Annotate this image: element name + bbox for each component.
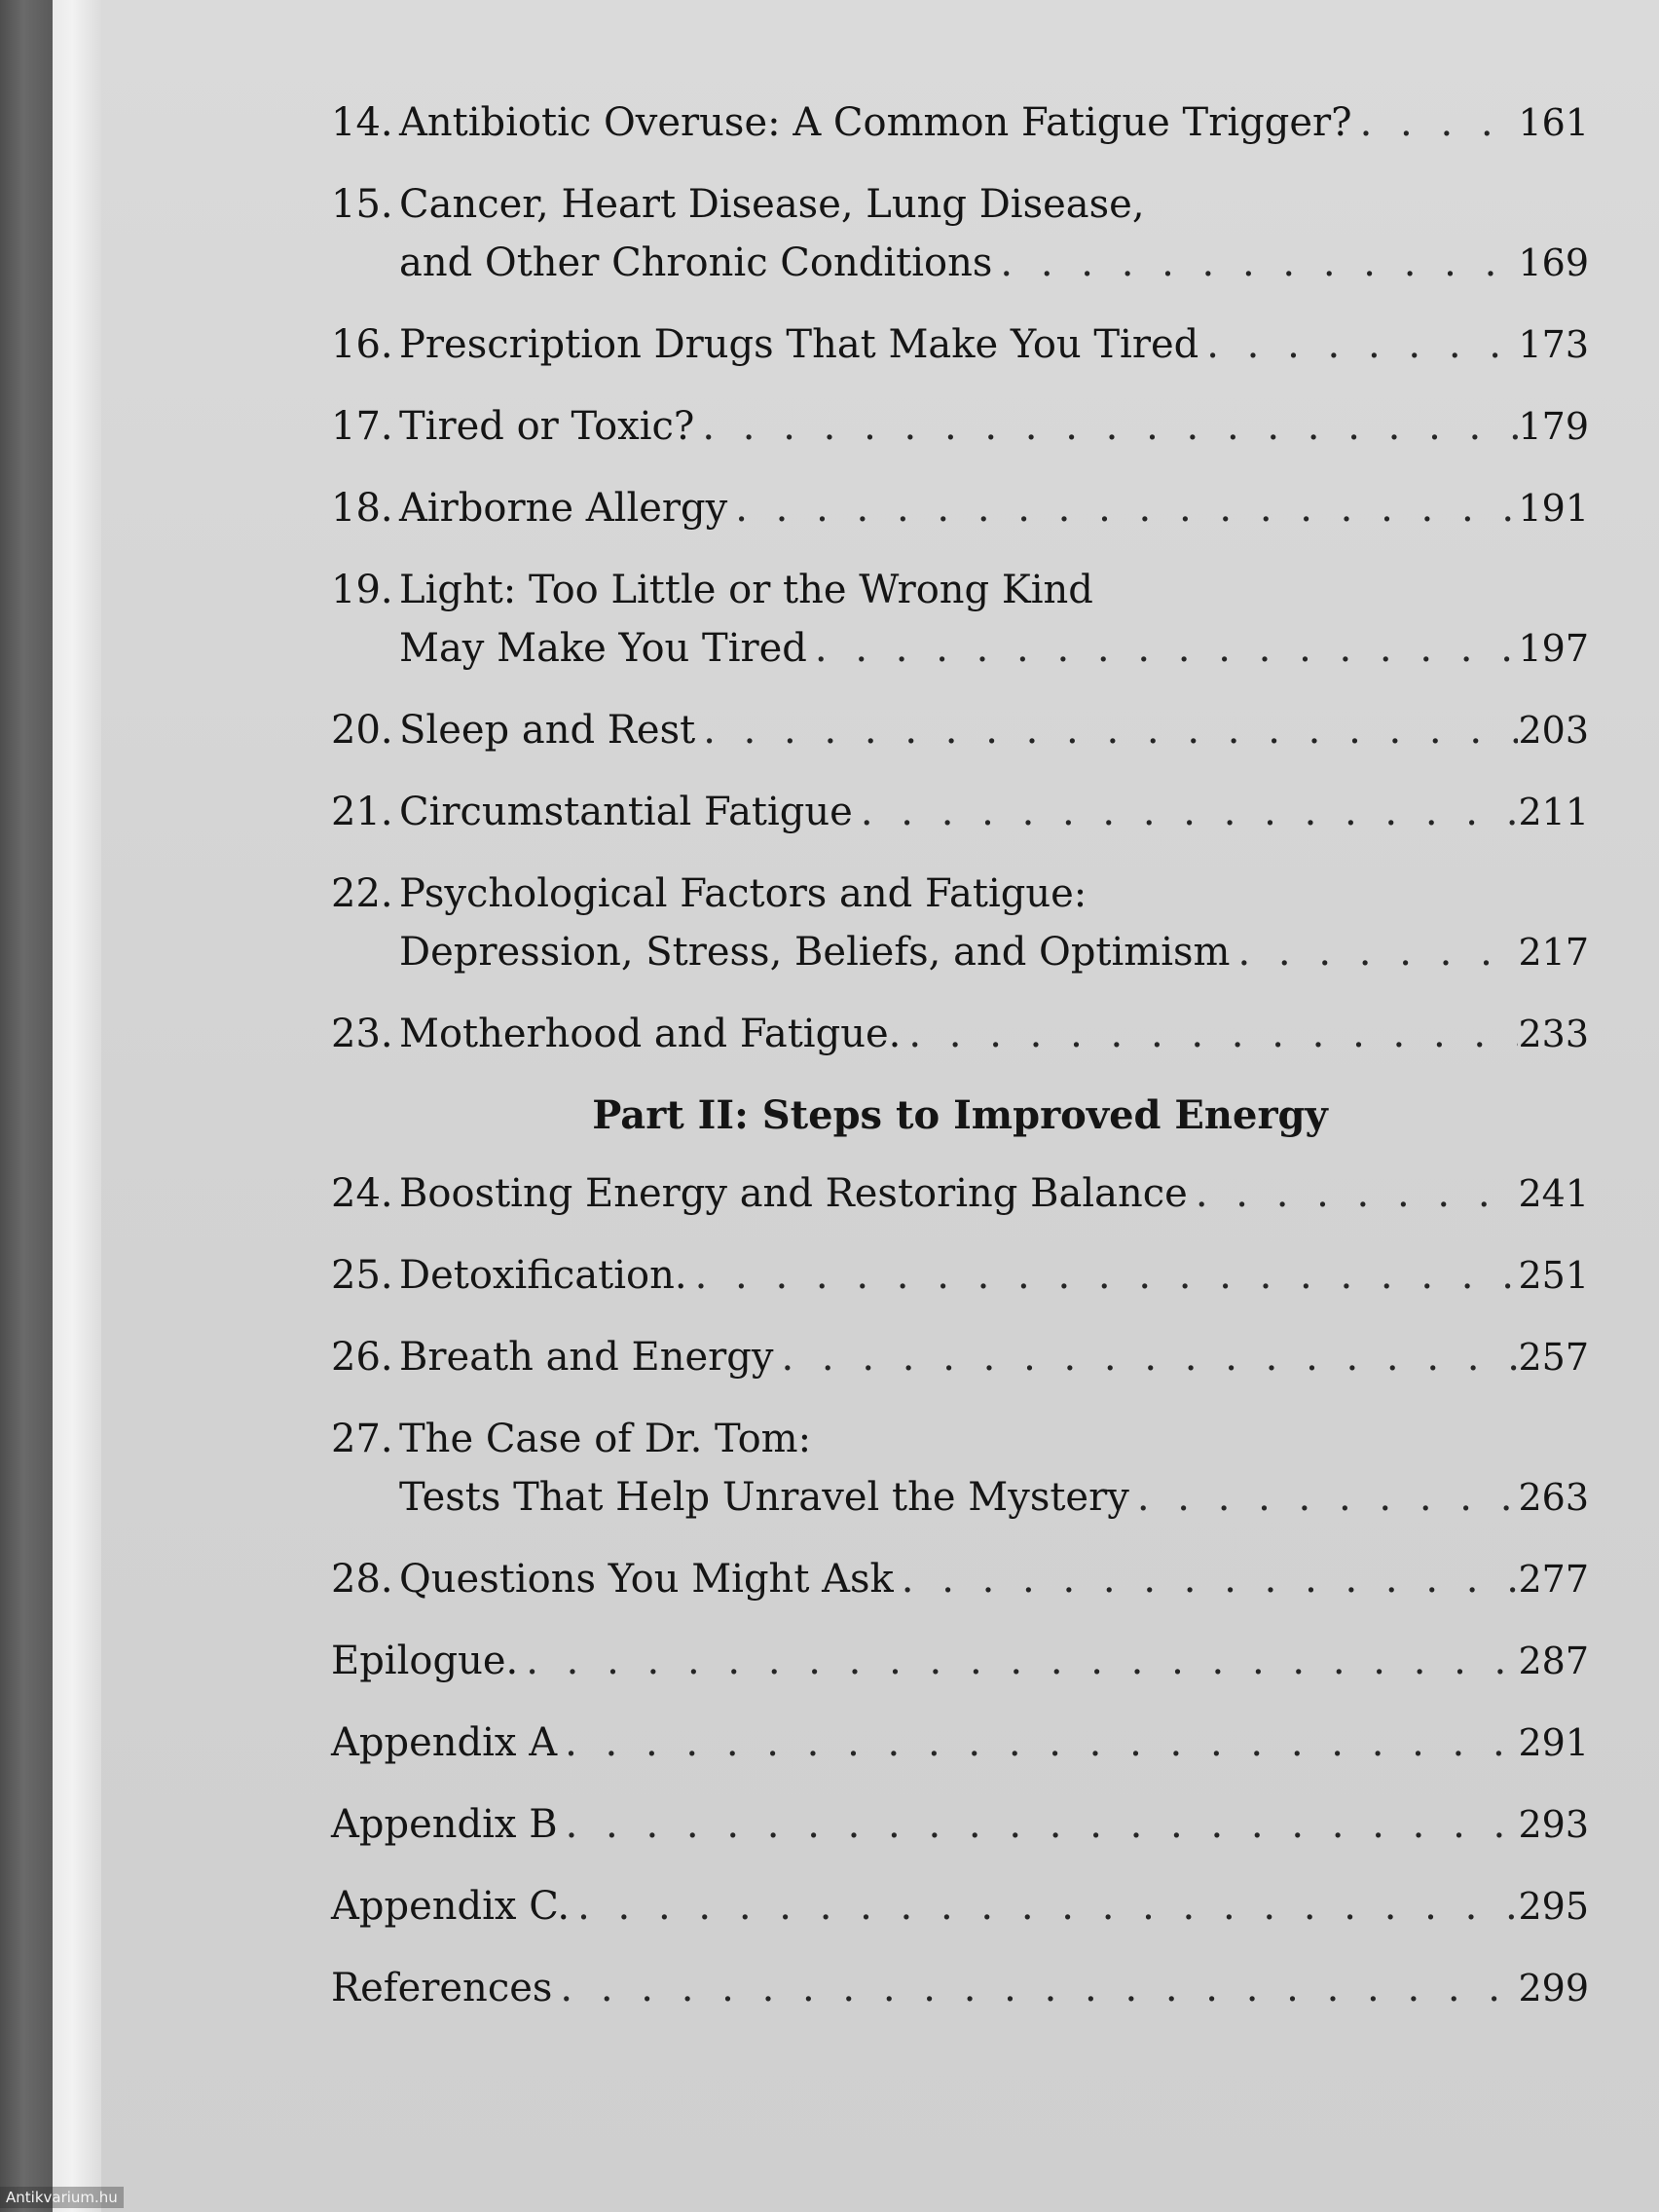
toc-entry-line	[399, 561, 1589, 619]
toc-entry-body	[399, 479, 1589, 537]
toc-entry-body	[331, 1632, 1589, 1690]
dot-leader	[1129, 1468, 1519, 1527]
chapter-title: Cancer, Heart Disease, Lung Disease,	[399, 182, 1145, 227]
chapter-title: May Make You Tired	[399, 626, 807, 671]
page-number: 203	[1518, 709, 1589, 752]
toc-entry-line	[399, 701, 1589, 759]
toc-entry-line	[331, 1714, 1589, 1772]
page-number: 251	[1518, 1254, 1589, 1297]
toc-entry	[331, 1164, 1589, 1223]
toc-entry-body	[399, 1246, 1589, 1305]
toc-entry-line	[399, 234, 1589, 292]
toc-entry	[331, 1959, 1589, 2017]
book-spine	[0, 0, 53, 2212]
page-number: 257	[1518, 1336, 1589, 1379]
chapter-title: Light: Too Little or the Wrong Kind	[399, 568, 1093, 612]
chapter-number: 21.	[331, 790, 393, 834]
part-heading: Part II: Steps to Improved Energy	[592, 1092, 1328, 1138]
toc-entry	[331, 93, 1589, 152]
dot-leader	[1352, 93, 1519, 152]
toc-entry-body	[399, 397, 1589, 456]
dot-leader	[1198, 315, 1518, 374]
toc-entry	[331, 479, 1589, 537]
toc-entry-body	[399, 1164, 1589, 1223]
dot-leader	[773, 1328, 1518, 1386]
dot-leader	[853, 783, 1519, 841]
chapter-title: Boosting Energy and Restoring Balance	[399, 1171, 1188, 1216]
chapter-title: Psychological Factors and Fatigue:	[399, 871, 1088, 916]
toc-entry-body	[399, 175, 1589, 292]
toc-entry-body	[399, 865, 1589, 981]
chapter-number: 25.	[331, 1253, 393, 1298]
toc-list-part-one	[331, 93, 1589, 1063]
chapter-title: Circumstantial Fatigue	[399, 790, 853, 834]
toc-entry	[331, 1328, 1589, 1386]
chapter-title: Breath and Energy	[399, 1335, 774, 1380]
page-number: 241	[1518, 1172, 1589, 1215]
page-number: 233	[1518, 1013, 1589, 1055]
chapter-number: 20.	[331, 708, 393, 753]
toc-entry-body	[399, 701, 1589, 759]
toc-entry-line	[399, 923, 1589, 981]
toc-entry-line	[399, 1246, 1589, 1305]
chapter-number: 14.	[331, 100, 393, 145]
toc-entry-line	[399, 1164, 1589, 1223]
toc-entry	[331, 561, 1589, 678]
table-of-contents	[331, 93, 1589, 2041]
toc-entry	[331, 1877, 1589, 1936]
toc-entry-line	[399, 397, 1589, 456]
toc-entry-body	[399, 561, 1589, 678]
page-number: 191	[1518, 487, 1589, 530]
toc-entry-line	[331, 1959, 1589, 2017]
chapter-number: 15.	[331, 182, 393, 227]
toc-entry	[331, 865, 1589, 981]
dot-leader	[992, 234, 1518, 292]
chapter-title: Motherhood and Fatigue.	[399, 1012, 902, 1056]
page-number: 179	[1518, 405, 1589, 448]
page-number: 217	[1518, 931, 1589, 974]
chapter-title: Antibiotic Overuse: A Common Fatigue Trigger?	[399, 100, 1352, 145]
toc-entry	[331, 1005, 1589, 1063]
chapter-number: 28.	[331, 1557, 393, 1602]
toc-entry-line	[399, 315, 1589, 374]
toc-entry-body	[399, 1005, 1589, 1063]
chapter-title: Questions You Might Ask	[399, 1557, 894, 1602]
dot-leader	[695, 701, 1518, 759]
chapter-title: Detoxification.	[399, 1253, 687, 1298]
toc-entry	[331, 701, 1589, 759]
dot-leader	[727, 479, 1518, 537]
toc-entry-line	[399, 865, 1589, 923]
toc-entry-line	[399, 479, 1589, 537]
toc-entry-body	[399, 93, 1589, 152]
chapter-title: Tests That Help Unravel the Mystery	[399, 1475, 1129, 1520]
page-number: 161	[1518, 101, 1589, 144]
toc-entry	[331, 1795, 1589, 1854]
toc-entry	[331, 1714, 1589, 1772]
toc-entry-line	[399, 783, 1589, 841]
toc-entry-line	[399, 1005, 1589, 1063]
toc-entry	[331, 397, 1589, 456]
dot-leader	[570, 1877, 1518, 1936]
toc-entry	[331, 1550, 1589, 1608]
toc-entry-body	[399, 783, 1589, 841]
dot-leader	[552, 1959, 1518, 2017]
chapter-title: and Other Chronic Conditions	[399, 240, 993, 285]
chapter-title: Appendix B	[331, 1802, 558, 1847]
toc-entry-line	[331, 1795, 1589, 1854]
toc-entry-line	[399, 619, 1589, 678]
chapter-title: Tired or Toxic?	[399, 404, 695, 449]
page-edge	[53, 0, 101, 2212]
dot-leader	[557, 1714, 1518, 1772]
toc-entry	[331, 1410, 1589, 1527]
toc-entry-body	[399, 1410, 1589, 1527]
page-number: 295	[1518, 1885, 1589, 1928]
chapter-number: 23.	[331, 1012, 393, 1056]
toc-entry-line	[399, 1410, 1589, 1468]
toc-entry	[331, 175, 1589, 292]
chapter-title: Sleep and Rest	[399, 708, 696, 753]
dot-leader	[1188, 1164, 1519, 1223]
watermark: Antikvarium.hu	[0, 2187, 124, 2208]
page-number: 263	[1518, 1476, 1589, 1519]
toc-list-part-two	[331, 1164, 1589, 1608]
toc-entry-line	[399, 93, 1589, 152]
toc-entry-line	[399, 1550, 1589, 1608]
page-number: 291	[1518, 1721, 1589, 1764]
toc-entry	[331, 315, 1589, 374]
dot-leader	[558, 1795, 1519, 1854]
chapter-number: 26.	[331, 1335, 393, 1380]
toc-entry-body	[331, 1795, 1589, 1854]
chapter-title: Depression, Stress, Beliefs, and Optimism	[399, 930, 1231, 975]
toc-entry-body	[399, 1328, 1589, 1386]
chapter-title: Airborne Allergy	[399, 486, 728, 531]
page-number: 293	[1518, 1803, 1589, 1846]
dot-leader	[694, 397, 1518, 456]
chapter-number: 27.	[331, 1417, 393, 1461]
chapter-title: The Case of Dr. Tom:	[399, 1417, 812, 1461]
chapter-number: 24.	[331, 1171, 393, 1216]
chapter-number: 19.	[331, 568, 393, 612]
toc-entry-line	[331, 1877, 1589, 1936]
page-number: 299	[1518, 1967, 1589, 2009]
chapter-title: References	[331, 1966, 553, 2010]
dot-leader	[901, 1005, 1518, 1063]
dot-leader	[894, 1550, 1519, 1608]
toc-entry-line	[399, 1468, 1589, 1527]
page-number: 173	[1518, 323, 1589, 366]
toc-entry-body	[399, 315, 1589, 374]
chapter-title: Prescription Drugs That Make You Tired	[399, 322, 1199, 367]
dot-leader	[687, 1246, 1519, 1305]
toc-entry-body	[331, 1959, 1589, 2017]
page-number: 277	[1518, 1558, 1589, 1601]
toc-entry-body	[331, 1714, 1589, 1772]
chapter-number: 16.	[331, 322, 393, 367]
dot-leader	[518, 1632, 1518, 1690]
dot-leader	[1230, 923, 1518, 981]
toc-entry-line	[331, 1632, 1589, 1690]
toc-entry	[331, 783, 1589, 841]
toc-entry-body	[399, 1550, 1589, 1608]
page-number: 197	[1518, 627, 1589, 670]
page-number: 287	[1518, 1640, 1589, 1682]
dot-leader	[807, 619, 1519, 678]
chapter-number: 22.	[331, 871, 393, 916]
chapter-title: Epilogue.	[331, 1639, 519, 1683]
chapter-title: Appendix C.	[331, 1884, 571, 1929]
page-number: 169	[1518, 241, 1589, 284]
chapter-title: Appendix A	[331, 1720, 558, 1765]
chapter-number: 17.	[331, 404, 393, 449]
toc-entry-body	[331, 1877, 1589, 1936]
toc-list-back-matter	[331, 1632, 1589, 2017]
toc-entry-line	[399, 1328, 1589, 1386]
chapter-number: 18.	[331, 486, 393, 531]
toc-entry	[331, 1246, 1589, 1305]
toc-entry	[331, 1632, 1589, 1690]
toc-entry-line	[399, 175, 1589, 234]
page-number: 211	[1518, 791, 1589, 833]
